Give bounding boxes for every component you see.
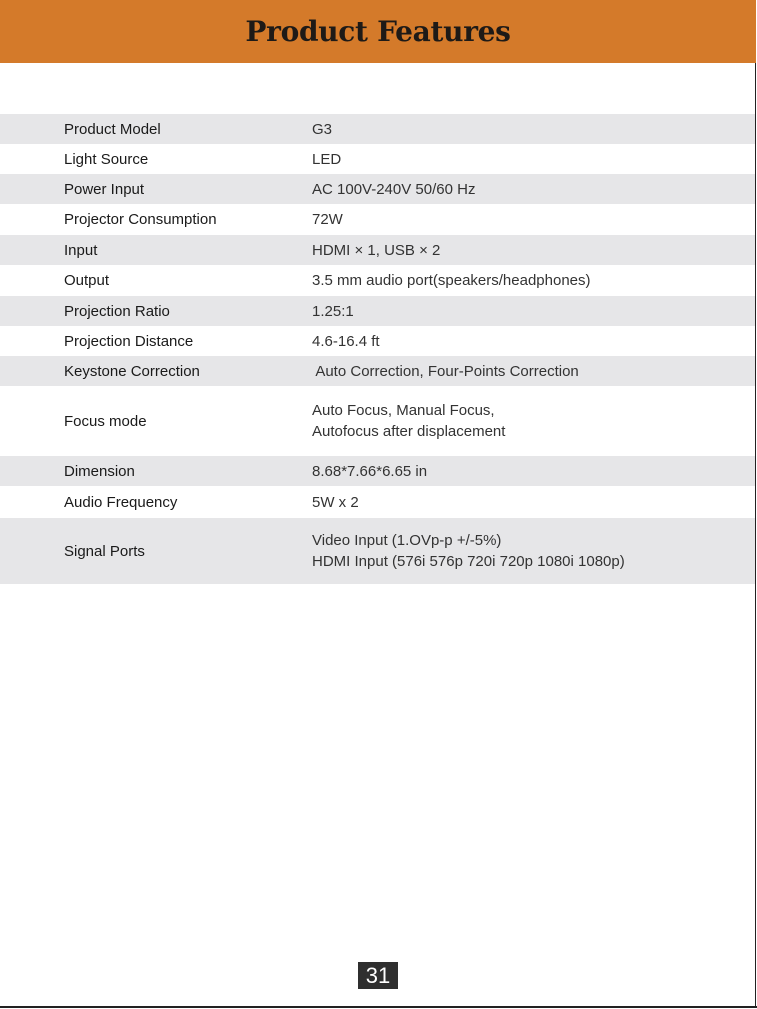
spec-value-line: G3 xyxy=(312,120,333,138)
spec-row-keystone-correction xyxy=(0,356,755,386)
spec-row-projector-consumption xyxy=(0,204,755,235)
spec-value xyxy=(312,331,380,352)
spec-row-product-model xyxy=(0,114,755,144)
spec-value-line: Video Input (1.OVp-p +/-5%) xyxy=(312,532,502,549)
spec-value xyxy=(312,240,440,261)
spec-row-focus-mode xyxy=(0,386,755,456)
spec-value-line: 4.6-16.4 ft xyxy=(312,332,380,350)
spec-value-line: LED xyxy=(312,150,342,168)
spec-value xyxy=(312,149,341,170)
spec-label: Product Model xyxy=(64,120,161,138)
spec-row-audio-frequency xyxy=(0,486,755,518)
spec-value xyxy=(312,179,475,200)
spec-value-line: 8.68*7.66*6.65 in xyxy=(312,462,428,480)
spec-row-dimension xyxy=(0,456,755,486)
spec-label: Projection Distance xyxy=(64,332,194,350)
spec-value-line: 3.5 mm audio port(speakers/headphones) xyxy=(312,272,591,289)
spec-label: Signal Ports xyxy=(64,542,145,560)
spec-label: Light Source xyxy=(64,150,149,168)
spec-value xyxy=(312,209,343,230)
spec-value xyxy=(312,361,579,382)
spec-value xyxy=(312,301,354,322)
bottom-border-rule xyxy=(0,1006,757,1008)
spec-row-projection-ratio xyxy=(0,296,755,326)
spec-value-line: HDMI Input (576i 576p 720i 720p 1080i 1080p) xyxy=(312,553,625,570)
spec-value-line: HDMI × 1, USB × 2 xyxy=(312,241,441,259)
page-number: 31 xyxy=(358,962,398,989)
page-title: Product Features xyxy=(245,15,511,48)
spec-value-line: Autofocus after displacement xyxy=(312,423,506,440)
spec-value-line: Auto Correction, Four-Points Correction xyxy=(312,362,579,380)
spec-value xyxy=(312,400,505,442)
spec-label: Projection Ratio xyxy=(64,302,170,320)
spec-label: Keystone Correction xyxy=(64,362,200,380)
spec-row-output xyxy=(0,265,755,296)
spec-value-line: 72W xyxy=(312,211,343,228)
spec-row-projection-distance xyxy=(0,326,755,356)
spec-row-power-input xyxy=(0,174,755,204)
spec-label: Power Input xyxy=(64,180,145,198)
spec-value-line: 5W x 2 xyxy=(312,493,359,511)
spec-value xyxy=(312,461,427,482)
spec-row-input xyxy=(0,235,755,265)
spec-label: Focus mode xyxy=(64,412,147,430)
spec-row-light-source xyxy=(0,144,755,174)
spec-value-line: AC 100V-240V 50/60 Hz xyxy=(312,180,476,198)
spec-label: Audio Frequency xyxy=(64,493,178,511)
spec-label: Output xyxy=(64,272,110,289)
spec-table xyxy=(0,114,755,584)
spec-value-line: Auto Focus, Manual Focus, xyxy=(312,402,495,419)
spec-value-line: 1.25:1 xyxy=(312,302,354,320)
spec-label: Dimension xyxy=(64,462,135,480)
page-header xyxy=(0,0,756,63)
spec-value xyxy=(312,119,332,140)
right-border-rule xyxy=(755,63,756,1008)
spec-label: Input xyxy=(64,241,98,259)
spec-value xyxy=(312,492,359,513)
spec-row-signal-ports xyxy=(0,518,755,584)
spec-label: Projector Consumption xyxy=(64,211,217,228)
spec-value xyxy=(312,530,625,572)
spec-value xyxy=(312,270,591,291)
